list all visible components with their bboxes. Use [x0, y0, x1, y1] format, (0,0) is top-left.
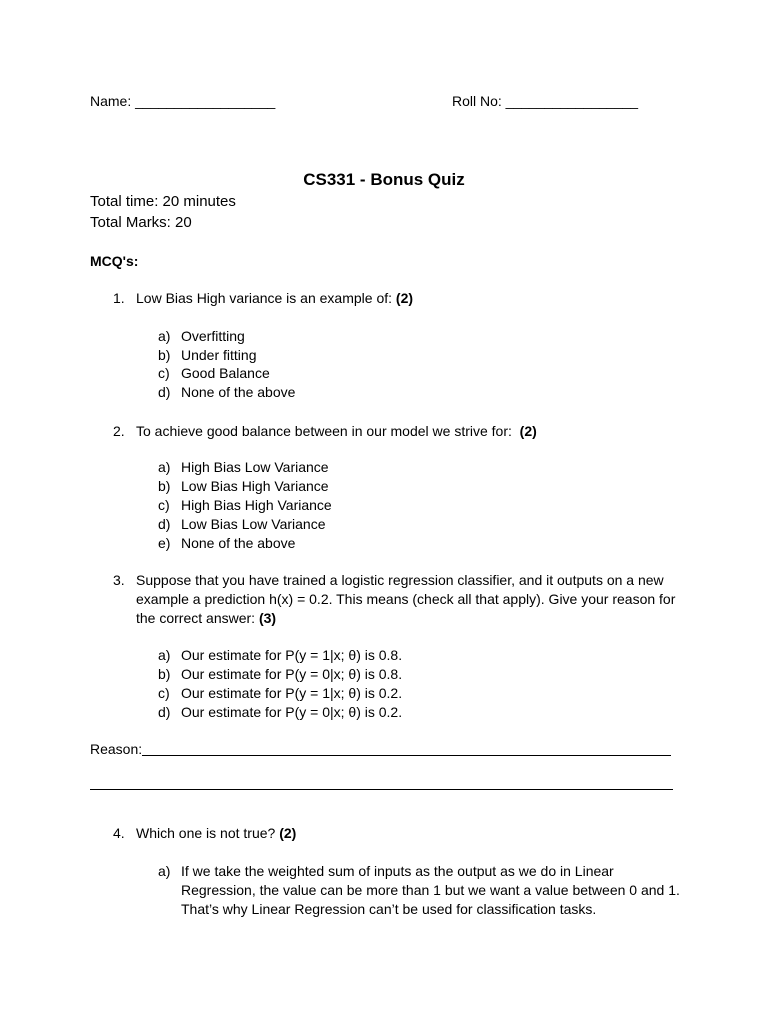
option-letter: a) [158, 459, 171, 475]
option-text: Under fitting [181, 347, 257, 363]
option-letter: b) [158, 347, 171, 363]
roll-no-field-label: Roll No: _________________ [452, 93, 639, 109]
question-stem: Low Bias High variance is an example of: [136, 290, 396, 306]
option-letter: a) [158, 328, 171, 344]
option-text: Our estimate for P(y = 0|x; θ) is 0.8. [181, 666, 403, 682]
question-text [136, 289, 413, 308]
option-letter: d) [158, 516, 171, 532]
question-stem: To achieve good balance between in our model we strive for: [136, 423, 520, 439]
option-letter: c) [158, 497, 170, 513]
question-number: 3. [113, 572, 125, 588]
option-letter: d) [158, 384, 171, 400]
option-letter: b) [158, 666, 171, 682]
option-text: High Bias High Variance [181, 497, 332, 513]
option-text: Good Balance [181, 365, 270, 381]
name-field-label: Name: __________________ [90, 93, 276, 109]
option-text: High Bias Low Variance [181, 459, 329, 475]
option-letter: a) [158, 647, 171, 663]
option-letter: c) [158, 685, 170, 701]
question-stem: Suppose that you have trained a logistic regression classifier, and it outputs on a new example a prediction h(x) = 0.2. This means (check all that apply). Give your reason for the correct answer: [136, 572, 676, 626]
option-letter: b) [158, 478, 171, 494]
question-text [136, 824, 296, 843]
question-number: 2. [113, 423, 125, 439]
page-title: CS331 - Bonus Quiz [303, 170, 465, 189]
option-text: Overfitting [181, 328, 245, 344]
option-letter: c) [158, 365, 170, 381]
question-number: 1. [113, 290, 125, 306]
total-time: Total time: 20 minutes [90, 193, 236, 210]
question-marks: (2) [395, 290, 414, 306]
question-text [136, 422, 537, 441]
option-text: Low Bias Low Variance [181, 516, 326, 532]
option-text: None of the above [181, 535, 296, 551]
reason-answer-line[interactable] [142, 755, 671, 756]
option-text: Our estimate for P(y = 1|x; θ) is 0.2. [181, 685, 403, 701]
option-text: None of the above [181, 384, 296, 400]
reason-answer-line-2[interactable] [90, 789, 673, 790]
option-text: If we take the weighted sum of inputs as the output as we do in Linear Regression, the value can be more than 1 but we want a value between 0 and 1. That’s why Linear Regression can’t be used for classification tasks. [181, 863, 680, 917]
question-stem: Which one is not true? [136, 825, 280, 841]
section-heading: MCQ's: [90, 253, 139, 269]
question-marks: (2) [519, 423, 537, 439]
reason-label: Reason: [90, 741, 143, 757]
question-text [136, 571, 681, 628]
option-letter: e) [158, 535, 171, 551]
option-text: Our estimate for P(y = 1|x; θ) is 0.8. [181, 647, 403, 663]
question-marks: (3) [258, 610, 277, 626]
option-letter: d) [158, 704, 171, 720]
question-number: 4. [113, 825, 125, 841]
total-marks: Total Marks: 20 [90, 214, 192, 231]
option-text: Low Bias High Variance [181, 478, 329, 494]
option-text: Our estimate for P(y = 0|x; θ) is 0.2. [181, 704, 403, 720]
question-marks: (2) [279, 825, 297, 841]
option-letter: a) [158, 863, 171, 879]
